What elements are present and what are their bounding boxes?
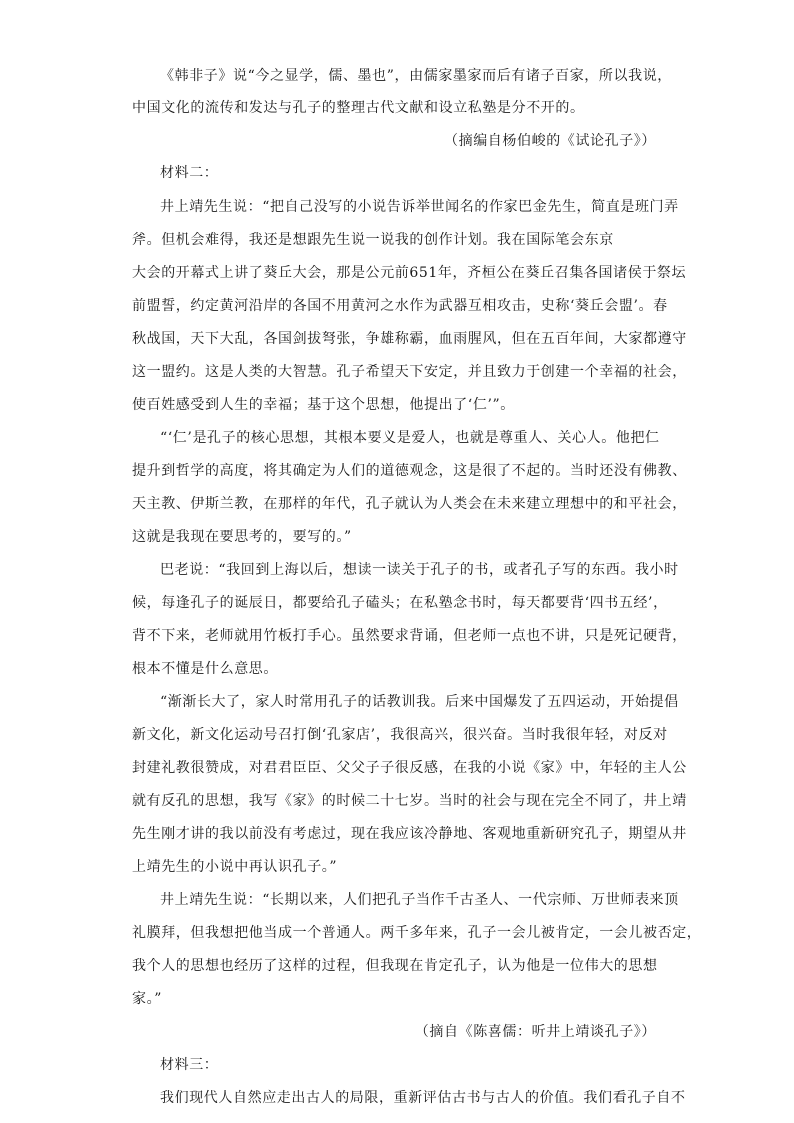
text-line: 《韩非子》说“今之显学，儒、墨也”，由儒家墨家而后有诸子百家，所以我说， [160,68,672,84]
text-line: 秋战国，天下大乱，各国剑拔弩张，争雄称霸，血雨腥风，但在五百年间，大家都遵守 [132,331,687,347]
text-line: 家。” [132,991,162,1007]
text-line: 候，每逢孔子的诞辰日，都要给孔子磕头；在私塾念书时，每天都要背‘四书五经’， [132,595,668,611]
text-line: 这一盟约。这是人类的大智慧。孔子希望天下安定，并且致力于创建一个幸福的社会， [132,364,687,380]
text-line: 材料三： [160,1057,219,1073]
text-line: （摘编自杨伯峻的《试论孔子》） [444,133,656,149]
text-line: 天主教、伊斯兰教，在那样的年代，孔子就认为人类会在未来建立理想中的和平社会， [132,496,687,512]
text-line: 巴老说：“我回到上海以后，想读一读关于孔子的书，或者孔子写的东西。我小时 [160,562,679,578]
text-line: “‘仁’是孔子的核心思想，其根本要义是爱人，也就是尊重人、关心人。他把仁 [160,430,660,446]
text-line: 我们现代人自然应走出古人的局限，重新评估古书与古人的价值。我们看孔子自不 [160,1090,686,1106]
text-line: 提升到哲学的高度，将其确定为人们的道德观念，这是很了不起的。当时还没有佛教、 [132,463,687,479]
text-line: 上靖先生的小说中再认识孔子。” [132,859,338,875]
text-line: 新文化，新文化运动号召打倒‘孔家店’，我很高兴，很兴奋。当时我很年轻，对反对 [132,727,668,743]
text-line: 前盟誓，约定黄河沿岸的各国不用黄河之水作为武器互相攻击，史称‘葵丘会盟’。春 [132,298,668,314]
text-line: 材料二： [160,165,219,181]
text-line: 背不下来，老师就用竹板打手心。虽然要求背诵，但老师一点也不讲，只是死记硬背， [132,628,687,644]
text-line: （摘自《陈喜儒：听井上靖谈孔子》） [414,1024,656,1040]
text-line: 我个人的思想也经历了这样的过程，但我现在肯定孔子，认为他是一位伟大的思想 [132,958,658,974]
text-line: 先生刚才讲的我以前没有考虑过，现在我应该冷静地、客观地重新研究孔子，期望从井 [132,826,687,842]
text-line: 使百姓感受到人生的幸福；基于这个思想，他提出了‘仁’”。 [132,397,515,413]
text-line: “渐渐长大了，家人时常用孔子的话教训我。后来中国爆发了五四运动，开始提倡 [160,694,679,710]
text-line: 井上靖先生说：“把自己没写的小说告诉举世闻名的作家巴金先生，简直是班门弄 [160,199,679,215]
text-line: 这就是我现在要思考的，要写的。” [132,529,352,545]
text-line: 大会的开幕式上讲了葵丘大会，那是公元前651年，齐桓公在葵丘召集各国诸侯于祭坛 [132,265,687,281]
text-line: 井上靖先生说：“长期以来，人们把孔子当作千古圣人、一代宗师、万世师表来顶 [160,892,679,908]
text-line: 中国文化的流传和发达与孔子的整理古代文献和设立私塾是分不开的。 [132,100,585,116]
text-line: 封建礼教很赞成，对君君臣臣、父父子子很反感，在我的小说《家》中，年轻的主人公 [132,760,687,776]
text-line: 根本不懂是什么意思。 [132,661,278,677]
text-line: 就有反孔的思想，我写《家》的时候二十七岁。当时的社会与现在完全不同了，井上靖 [132,793,687,809]
text-line: 礼膜拜，但我想把他当成一个普通人。两千多年来，孔子一会儿被肯定，一会儿被否定， [132,925,702,941]
text-line: 斧。但机会难得，我还是想跟先生说一说我的创作计划。我在国际笔会东京 [132,232,614,248]
